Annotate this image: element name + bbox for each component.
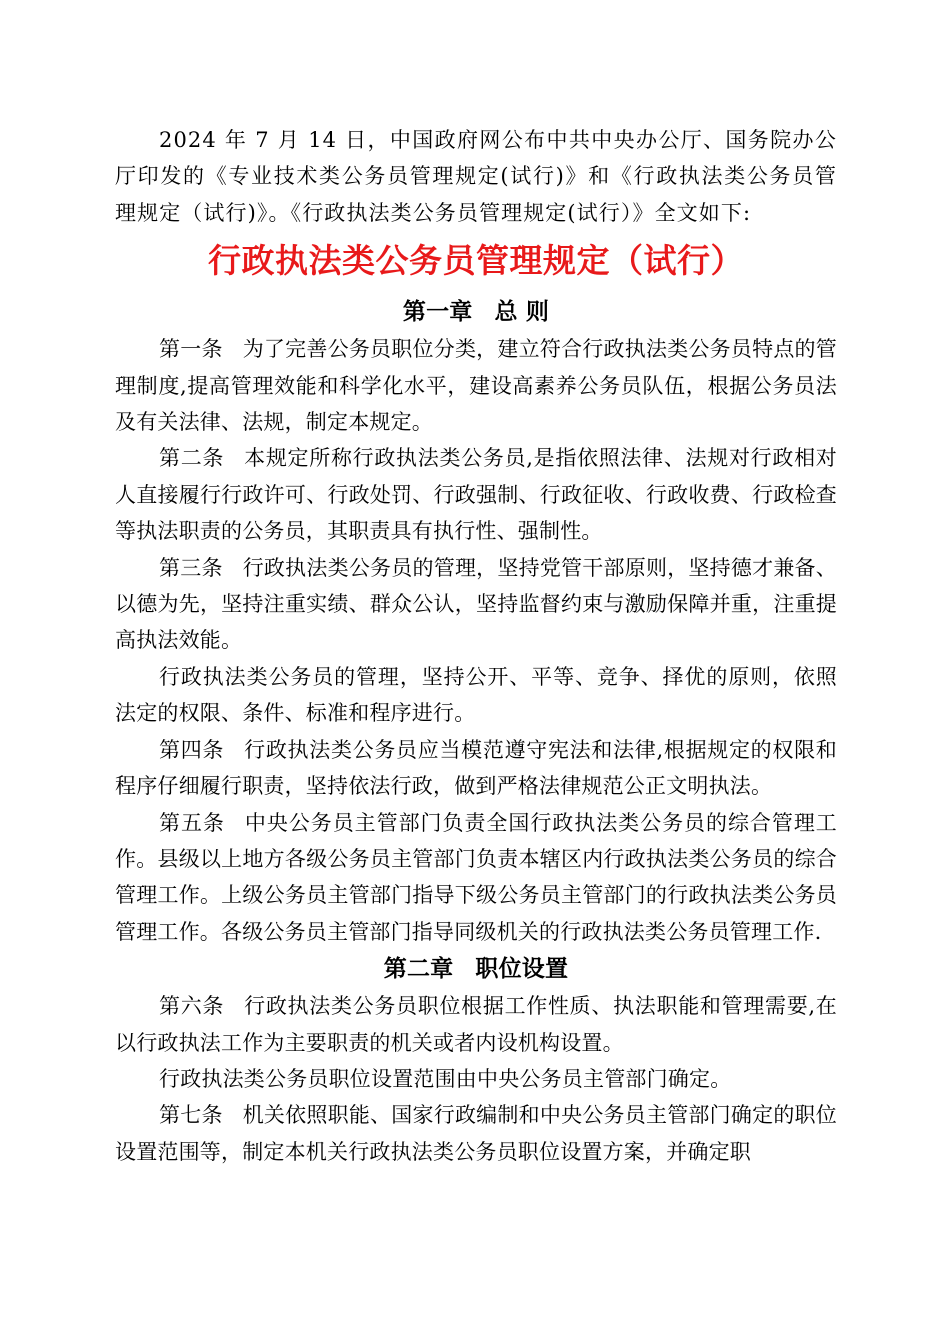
article-number: 第七条 [159,1103,223,1128]
article-text: 行政执法类公务员职位根据工作性质、执法职能和管理需要,在以行政执法工作为主要职责的机关或者内设机构设置。 [115,994,837,1055]
article-3-continued [115,659,837,732]
article-number: 第六条 [159,994,225,1019]
article-text: 行政执法类公务员应当模范遵守宪法和法律,根据规定的权限和程序仔细履行职责，坚持依法行政，做到严格法律规范公正文明执法。 [115,737,837,799]
article-3 [115,550,837,659]
article-text: 为了完善公务员职位分类，建立符合行政执法类公务员特点的管理制度,提高管理效能和科学化水平，建设高素养公务员队伍，根据公务员法及有关法律、法规，制定本规定。 [115,337,837,435]
article-4 [115,732,837,805]
article-text: 机关依照职能、国家行政编制和中央公务员主管部门确定的职位设置范围等，制定本机关行政执法类公务员职位设置方案，并确定职 [115,1103,837,1164]
article-1 [115,331,837,440]
article-5 [115,805,837,951]
chapter-2-heading [115,950,837,988]
article-text: 中央公务员主管部门负责全国行政执法类公务员的综合管理工作。县级以上地方各级公务员主管部门负责本辖区内行政执法类公务员的综合管理工作。上级公务员主管部门指导下级公务员主管部门的行政执法类公务员管理工作。各级公务员主管部门指导同级机关的行政执法类公务员管理工作. [115,810,837,944]
article-number: 第三条 [159,555,223,580]
chapter-name: 职位设置 [475,956,569,983]
article-2 [115,440,837,549]
intro-paragraph: 2024 年 7 月 14 日，中国政府网公布中共中央办公厅、国务院办公厅印发的《专业技术类公务员管理规定(试行)》和《行政执法类公务员管理规定（试行)》。《行政执法类公务员管理规定(试行）》全文如下: [115,128,837,225]
article-6 [115,988,837,1061]
article-number: 第一条 [159,337,223,362]
article-number: 第四条 [159,737,225,762]
article-text: 行政执法类公务员的管理，坚持公开、平等、竞争、择优的原则，依照法定的权限、条件、标准和程序进行。 [115,664,837,726]
chapter-number: 第二章 [383,956,454,983]
article-text: 行政执法类公务员的管理，坚持党管干部原则，坚持德才兼备、以德为先，坚持注重实绩、群众公认，坚持监督约束与激励保障并重，注重提高执法效能。 [115,555,837,653]
chapter-name: 总 则 [494,299,550,326]
article-number: 第五条 [159,810,225,835]
article-7 [115,1097,837,1170]
document-title: 行政执法类公务员管理规定（试行） [208,241,744,281]
article-text: 行政执法类公务员职位设置范围由中央公务员主管部门确定。 [159,1066,732,1091]
chapter-1-heading [115,293,837,331]
article-6-continued [115,1061,837,1097]
article-text: 本规定所称行政执法类公务员,是指依照法律、法规对行政相对人直接履行行政许可、行政处罚、行政强制、行政征收、行政收费、行政检查等执法职责的公务员，其职责具有执行性、强制性。 [115,446,837,544]
article-number: 第二条 [159,446,225,471]
document-body [115,122,837,1170]
chapter-number: 第一章 [402,299,473,326]
